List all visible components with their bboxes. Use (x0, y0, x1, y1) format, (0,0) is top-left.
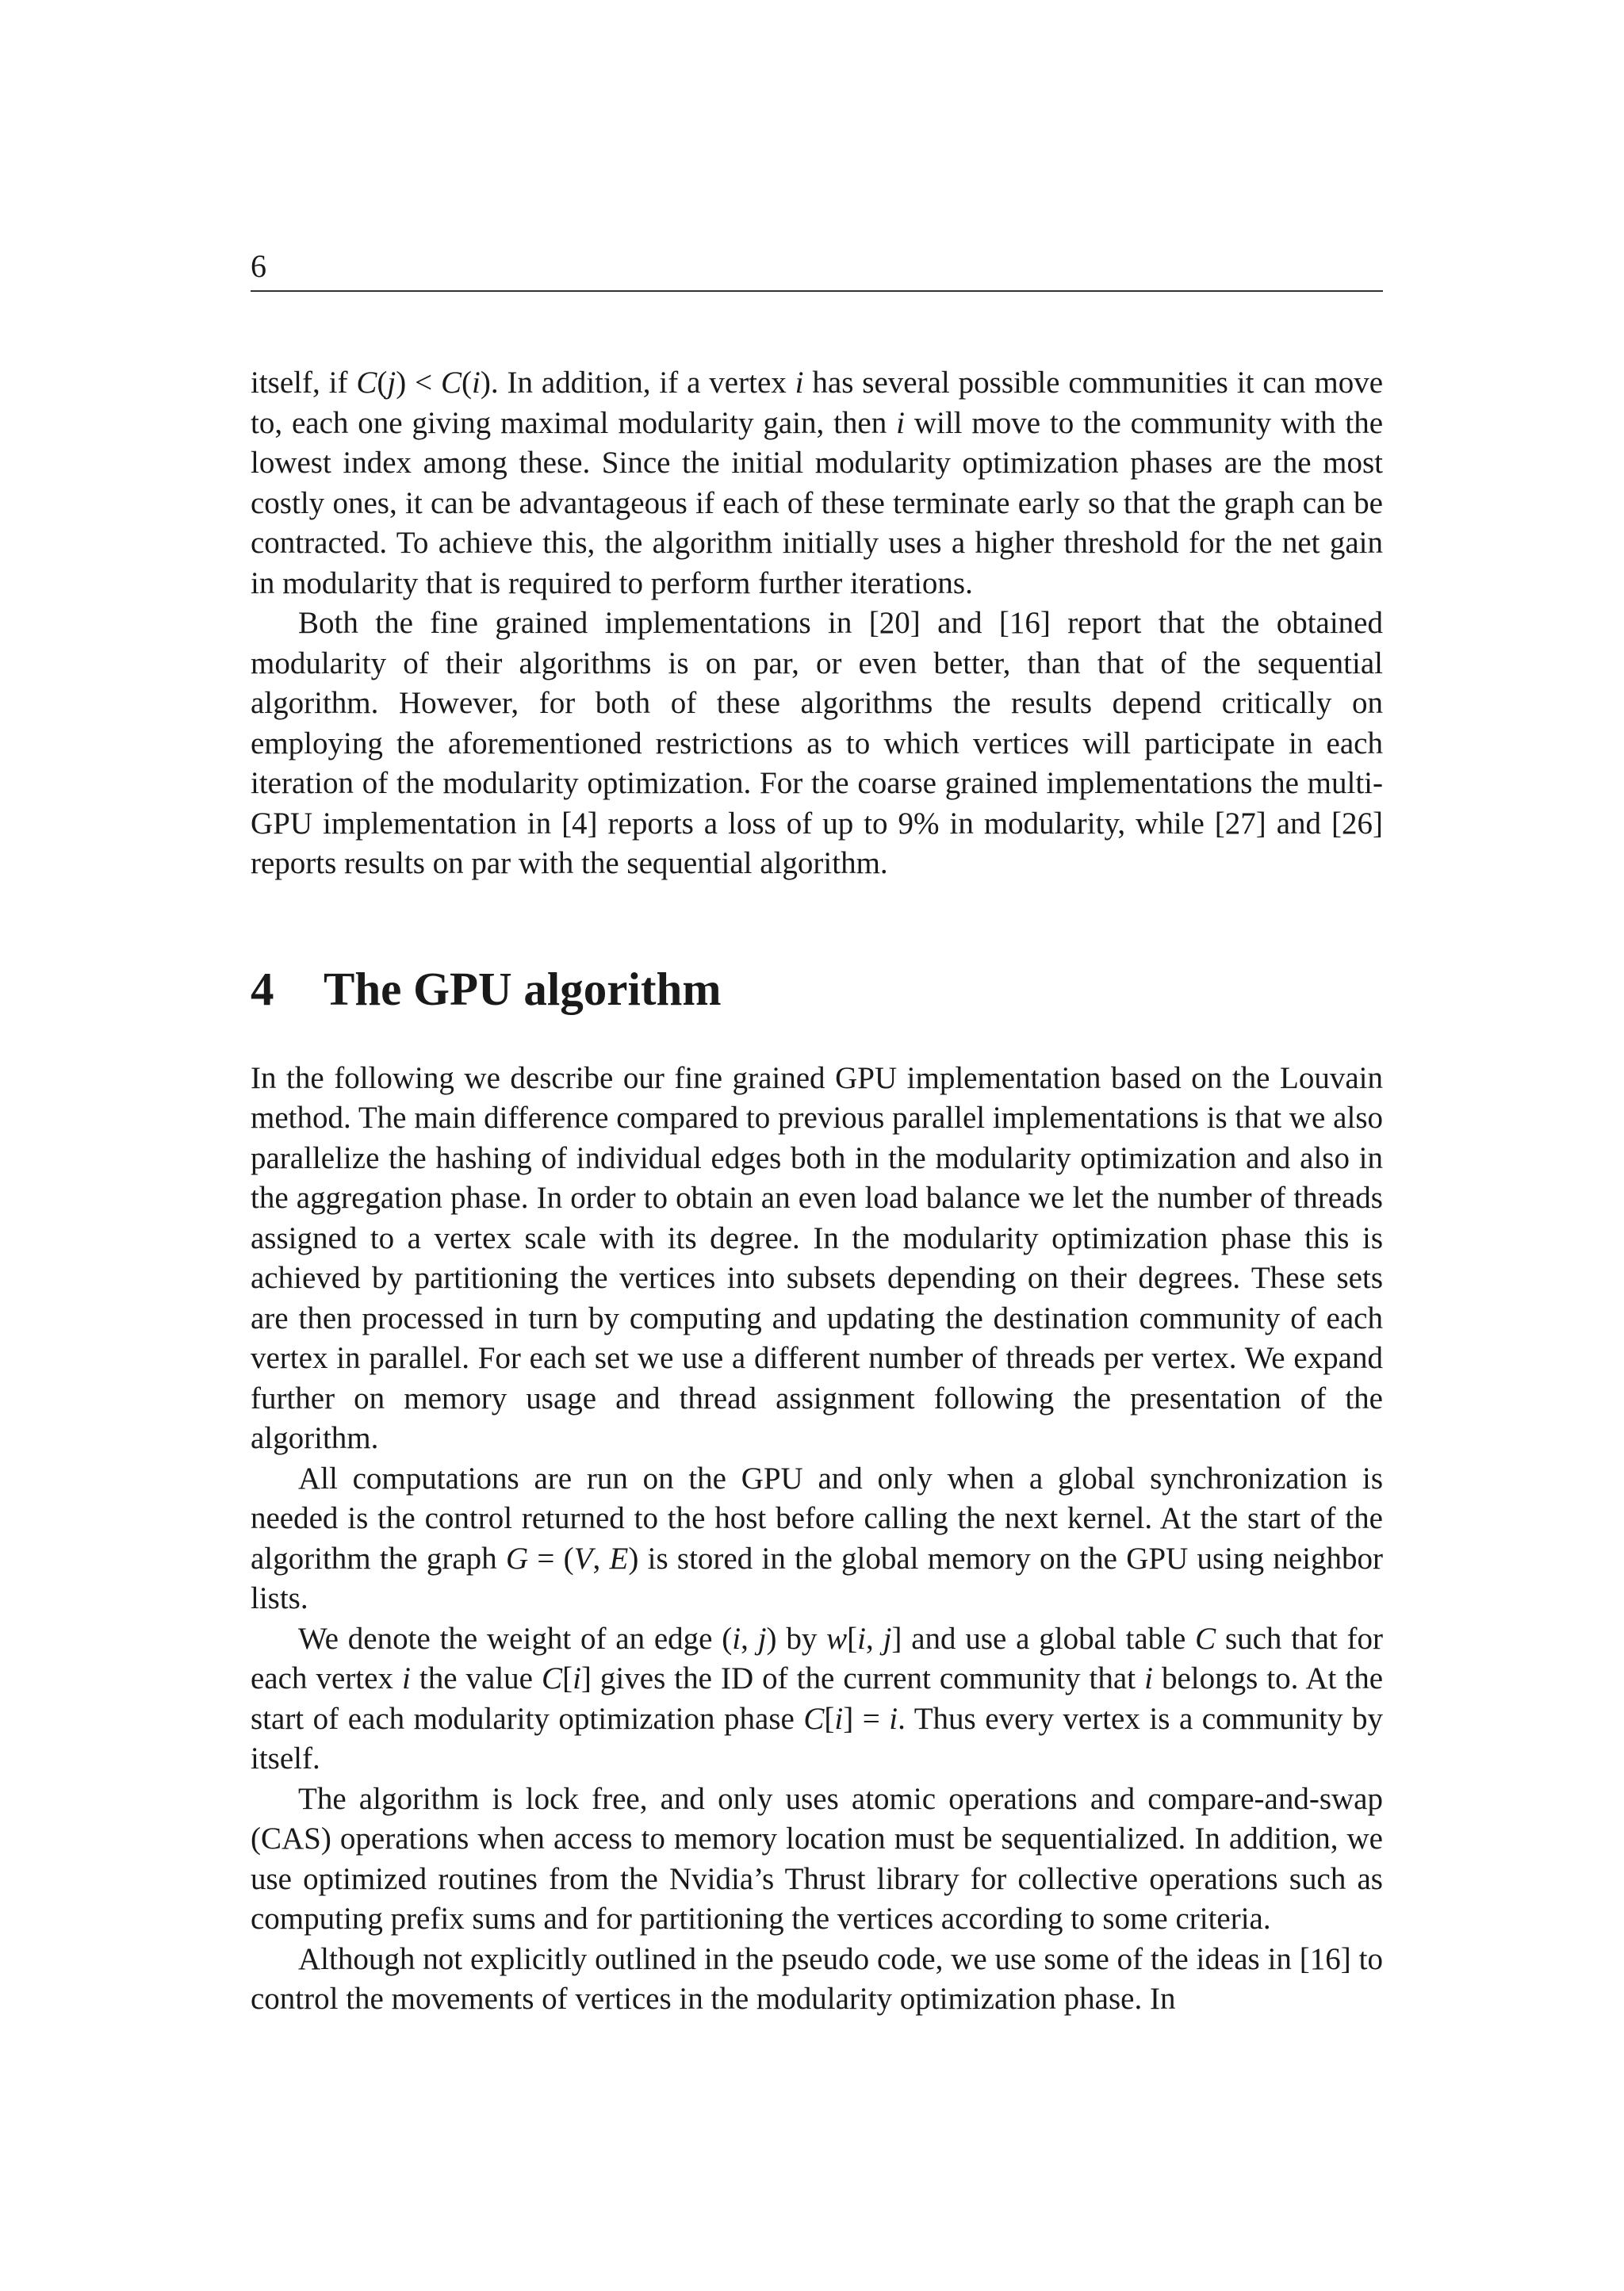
paragraph: In the following we describe our fine grained GPU implementation based on the Louvain method. The main difference compared to previous parallel implementations is that we also parallelize the hashing of individual edges both in the modularity optimization and also in the aggregation phase. In order to obtain an even load balance we let the number of threads assigned to a vertex scale with its degree. In the modularity optimization phase this is achieved by partitioning the vertices into subsets depending on their degrees. These sets are then processed in turn by computing and updating the destination community of each vertex in parallel. For each set we use a different number of threads per vertex. We expand further on memory usage and thread assignment following the presentation of the algorithm. (251, 1060, 1383, 1455)
header-rule (251, 290, 1383, 292)
page-number: 6 (251, 248, 266, 284)
paragraph: Although not explicitly outlined in the pseudo code, we use some of the ideas in [16] to control the movements of vertices in the modularity optimization phase. In (251, 1941, 1383, 2016)
section-heading (251, 960, 1383, 1017)
paragraph: We denote the weight of an edge (i, j) by w[i, j] and use a global table C such that for each vertex i the value C[i] gives the ID of the current community that i belongs to. At the start of each modularity optimization phase C[i] = i. Thus every vertex is a community by itself. (251, 1621, 1384, 1776)
section-number: 4 (251, 962, 274, 1015)
paragraph: All computations are run on the GPU and only when a global synchronization is needed is the control returned to the host before calling the next kernel. At the start of the algorithm the graph G = (V, E) is stored in the global memory on the GPU using neighbor lists. (251, 1461, 1383, 1615)
page-body (251, 363, 1383, 2020)
section-title: The GPU algorithm (324, 962, 722, 1015)
paragraph: itself, if C(j) < C(i). In addition, if a vertex i has several possible communities it can move to, each one giving maximal modularity gain, then i will move to the community with the lowest index among these. Since the initial modularity optimization phases are the most costly ones, it can be advantageous if each of these terminate early so that the graph can be contracted. To achieve this, the algorithm initially uses a higher threshold for the net gain in modularity that is required to perform further iterations. (251, 366, 1384, 600)
paragraph: Both the fine grained implementations in [20] and [16] report that the obtained modularity of their algorithms is on par, or even better, than that of the sequential algorithm. However, for both of these algorithms the results depend critically on employing the aforementioned restrictions as to which vertices will participate in each iteration of the modularity optimization. For the coarse grained implementations the multi-GPU implementation in [4] reports a loss of up to 9% in modularity, while [27] and [26] reports results on par with the sequential algorithm. (251, 606, 1383, 880)
paragraphs-after-section (251, 1059, 1383, 2020)
paragraph: The algorithm is lock free, and only uses atomic operations and compare-and-swap (CAS) operations when access to memory location must be sequentialized. In addition, we use optimized routines from the Nvidia’s Thrust library for collective operations such as computing prefix sums and for partitioning the vertices according to some criteria. (251, 1781, 1383, 1936)
paragraphs-before-section (251, 363, 1383, 884)
